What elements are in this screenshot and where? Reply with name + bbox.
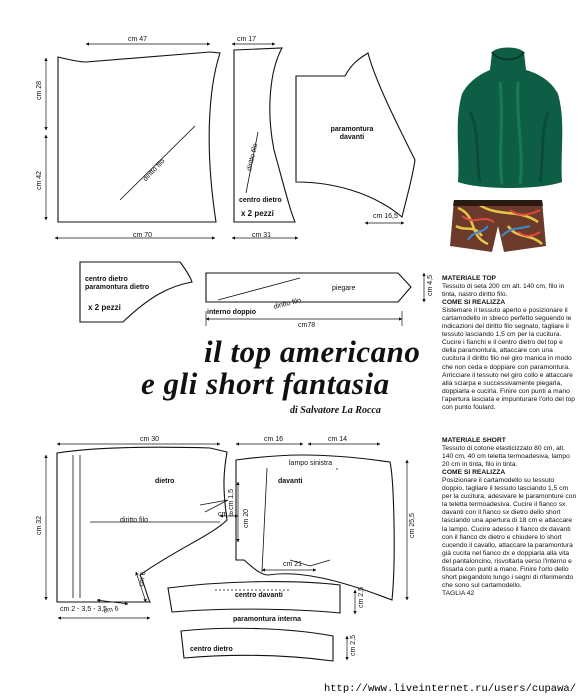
back-facing-piece: [80, 262, 192, 322]
tie-grain: diritto filo: [273, 297, 302, 311]
dim-cm31: cm 31: [252, 232, 272, 239]
dim-cm30: cm 30: [140, 436, 160, 443]
byline: di Salvatore La Rocca: [290, 405, 381, 416]
top-how-text: Sistemare il tessuto aperto e posizionare il cartamodello in sbieco perfetto seguendo le indicazioni del diritto filo segnato, tagliare il tessuto lasciando 1,5 cm per la cucitura. Cucire i fianchi e il centro dietro del top e della paramontura, attaccare con una cucitura il diritto filo nel giro manica in modo che non ceda e doppiare con paramontura. Arricciare il tessuto nel giro collo e attaccare alla sciarpa e successivamente piegarla, doppiarla e cucirla. Finire con punti a mano l'apertura lasciata e impunturare l'orlo del top con punto foulard.: [442, 307, 576, 411]
tie-piece: [206, 273, 411, 302]
shorts-front-piece: [236, 455, 394, 600]
dim-cm1-5: cm 1,5: [228, 488, 235, 510]
dim-cm2-5-b: cm 2,5: [350, 634, 357, 656]
short-material-heading: MATERIALE SHORT: [442, 437, 506, 444]
top-material-heading: MATERIALE TOP: [442, 275, 496, 282]
waist-inner-label: paramontura interna: [233, 616, 302, 623]
shorts-photo: [448, 196, 548, 254]
shorts-front-label: davanti: [278, 478, 303, 485]
dim-cm20: cm 20: [243, 508, 250, 528]
dim-cm14: cm 14: [328, 436, 348, 443]
facing-label: paramontura davanti: [330, 126, 374, 141]
short-how-text: Posizionare il cartamodello su tessuto doppio, tagliare il tessuto lasciando 1,5 cm per la cucitura, adesivare le paramonture con la teletta termoadesiva. Cucire il fianco sx davanti con il fianco sx dietro dello short lasciando una apertura di 18 cm e attaccare la lampo. Cucire adesso il fianco dx davanti con il fianco dx dietro e chiudere lo short cucendo il cavallo, attaccare la paramontura già cucita nel fianco dx e doppiarla alla vita del pantaloncino, risvoltarla verso l'interno e fissarla con punti a mano. Finire l'orlo dello short piegandolo lungo i segni di riferimendo che sono sul cartamodello.: [442, 477, 577, 589]
size-text: TAGLIA 42: [442, 589, 475, 597]
dim-cm47: cm 47: [128, 36, 148, 43]
dim-cm78: cm78: [298, 322, 316, 329]
dim-cm21: cm 21: [283, 561, 303, 568]
grain-front: diritto filo: [142, 157, 167, 183]
waistband-back: [181, 628, 333, 661]
dim-cm70: cm 70: [133, 232, 153, 239]
top-instructions: [442, 275, 578, 412]
headline-line-2: e gli short fantasia: [141, 366, 390, 401]
top-front-piece: [58, 52, 220, 222]
waist-front-label: centro davanti: [235, 592, 283, 599]
waist-back-label: centro dietro: [190, 646, 233, 653]
dim-cm28: cm 28: [36, 80, 43, 100]
tie-fold: piegare: [332, 285, 356, 292]
green-top-photo: [440, 42, 580, 194]
grain-back: diritto filo: [246, 142, 260, 172]
top-back-piece: [234, 48, 295, 222]
back-facing-label: centro dietro paramontura dietro: [85, 276, 150, 291]
dim-cm17: cm 17: [237, 36, 257, 43]
shorts-grain: diritto filo: [120, 517, 149, 524]
back-label: centro dietro: [239, 197, 282, 204]
short-material-text: Tessuto di cotone elasticizzato 80 cm, alt. 140 cm, 40 cm teletta termoadesiva, lampo 20 cm in tinta, filo in tinta.: [442, 445, 570, 469]
tie-inner: interno doppio: [207, 309, 256, 316]
dim-cm6-b: cm 6: [103, 605, 120, 615]
top-how-heading: COME SI REALIZZA: [442, 299, 506, 307]
dim-cm32: cm 32: [36, 515, 43, 535]
short-instructions: [442, 437, 578, 598]
dim-cm2-5-a: cm 2,5: [358, 586, 365, 608]
dim-cm42: cm 42: [36, 170, 43, 190]
back-pieces: x 2 pezzi: [241, 209, 274, 218]
dim-cm4-5: cm 4,5: [427, 274, 434, 296]
headline-line-1: il top americano: [204, 334, 421, 369]
dim-cm8: cm 8: [218, 511, 234, 518]
source-url: http://www.liveinternet.ru/users/cupawa/: [323, 683, 576, 695]
zip-label: lampo sinistra: [289, 460, 333, 467]
short-how-heading: COME SI REALIZZA: [442, 469, 506, 477]
dim-cm25-5: cm 25,5: [409, 513, 416, 538]
dim-cm6-a: cm 6: [138, 571, 148, 588]
dim-cm16-5: cm 16,5: [373, 213, 398, 220]
dim-cm16: cm 16: [264, 436, 284, 443]
top-material-text: Tessuto di seta 200 cm alt. 140 cm, filo in tinta, nastro diritto filo.: [442, 283, 565, 299]
shorts-back-label: dietro: [155, 478, 175, 485]
dim-cm2-35: cm 2 - 3,5 - 3,5: [60, 606, 108, 613]
back-facing-pieces: x 2 pezzi: [88, 303, 121, 312]
